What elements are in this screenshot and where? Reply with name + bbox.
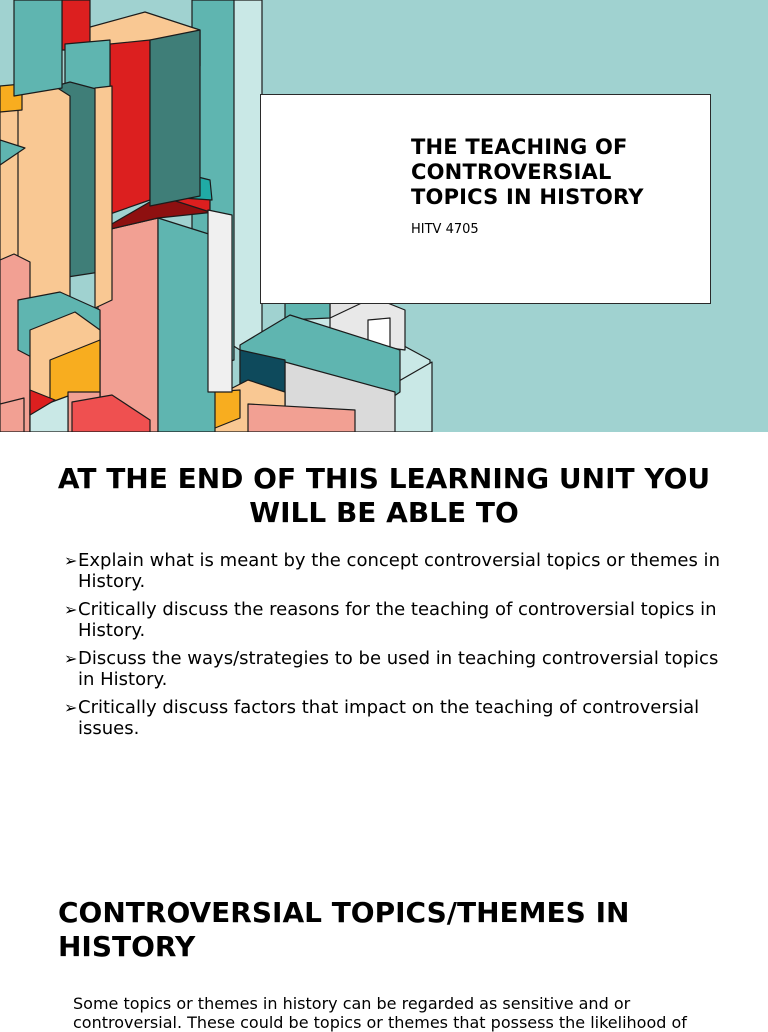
- arrow-bullet-icon: ➢: [64, 649, 78, 668]
- list-item: [64, 697, 724, 739]
- list-item: [64, 599, 724, 641]
- course-code: HITV 4705: [411, 222, 479, 237]
- arrow-bullet-icon: ➢: [64, 698, 78, 717]
- learning-outcomes-heading: AT THE END OF THIS LEARNING UNIT YOU WILL BE ABLE TO: [57, 462, 711, 529]
- objective-text: Explain what is meant by the concept controversial topics or themes in History.: [78, 550, 720, 592]
- arrow-bullet-icon: ➢: [64, 551, 78, 570]
- objective-text: Critically discuss factors that impact on the teaching of controversial issues.: [78, 697, 700, 739]
- list-item: [64, 648, 724, 690]
- arrow-bullet-icon: ➢: [64, 600, 78, 619]
- title-slide: [0, 0, 768, 432]
- body-paragraph: Some topics or themes in history can be regarded as sensitive and or controversial. These could be topics or themes that possess the likelihood of: [73, 994, 687, 1032]
- objective-text: Discuss the ways/strategies to be used in teaching controversial topics in History.: [78, 648, 719, 690]
- list-item: [64, 550, 724, 592]
- objective-text: Critically discuss the reasons for the teaching of controversial topics in History.: [78, 599, 717, 641]
- objectives-list: [64, 550, 724, 746]
- presentation-title: THE TEACHING OF CONTROVERSIAL TOPICS IN HISTORY: [411, 135, 644, 209]
- title-box: [260, 94, 711, 304]
- section-heading: CONTROVERSIAL TOPICS/THEMES IN HISTORY: [58, 896, 630, 963]
